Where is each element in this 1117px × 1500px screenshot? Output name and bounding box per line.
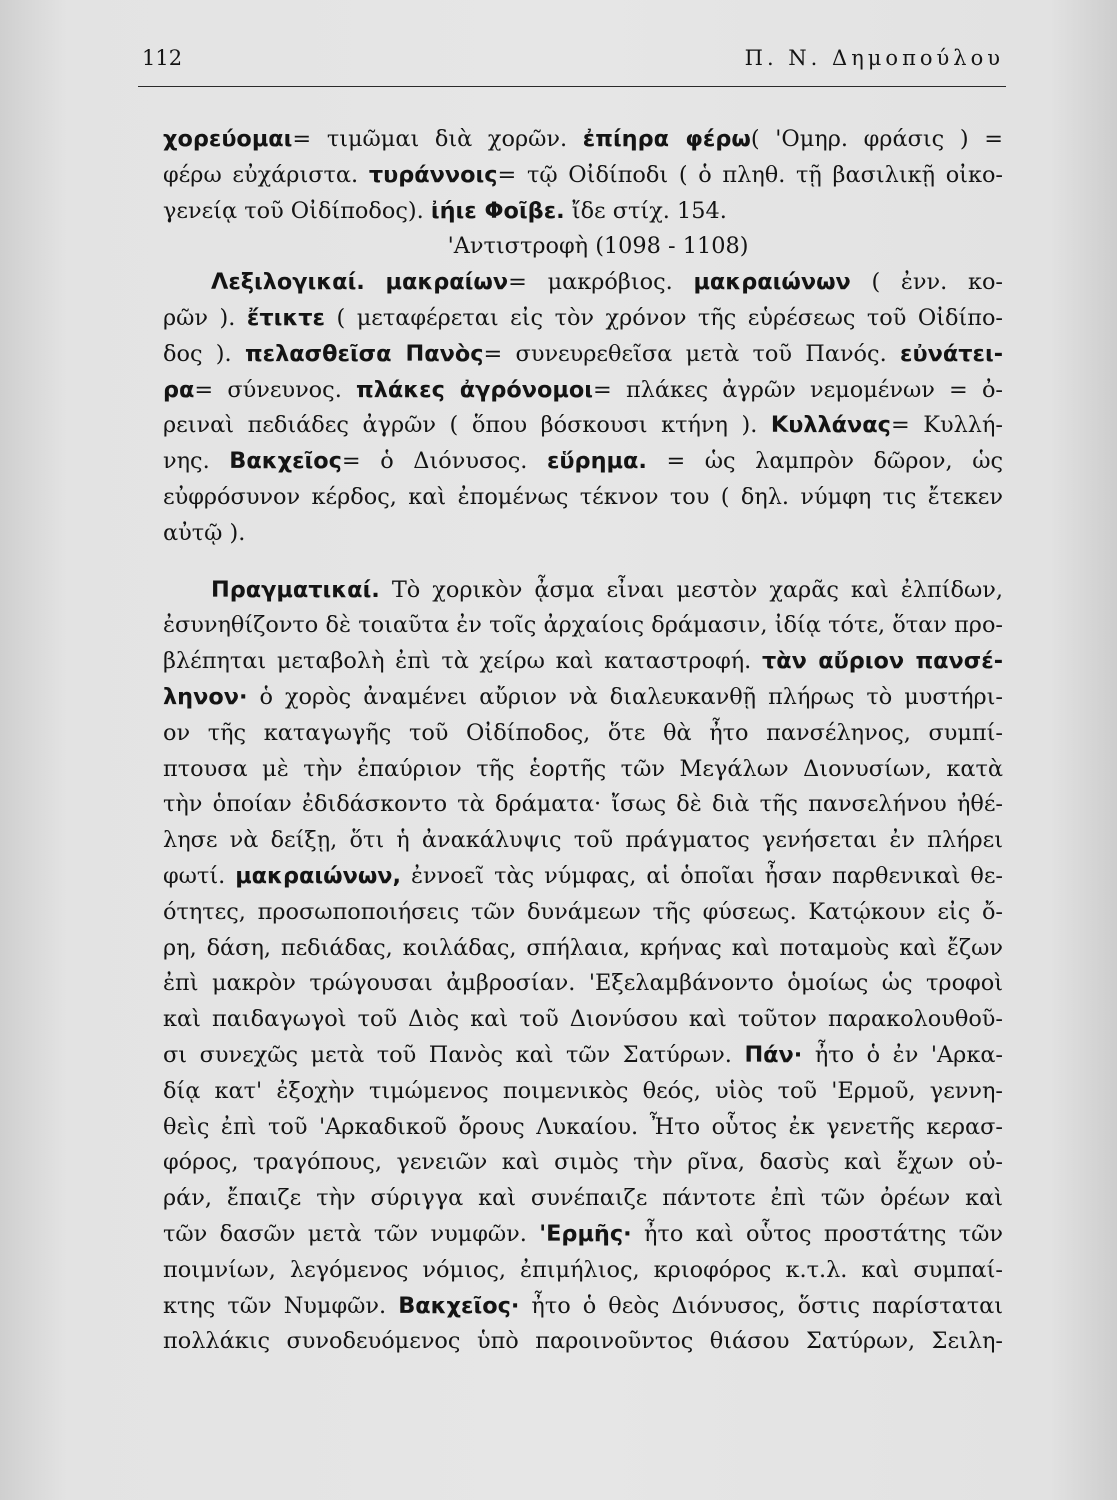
text-span: ἦτο καὶ οὗτος προστάτης τῶν <box>631 1220 1003 1247</box>
text-span: = τῷ Οἰδίποδι ( ὁ πληθ. τῇ βασιλικῇ οἰκο- <box>497 161 1003 188</box>
text-line <box>163 752 1003 788</box>
antistrophe-heading: 'Αντιστροφὴ (1098 - 1108) <box>447 233 749 260</box>
text-line <box>163 1324 1003 1360</box>
text-span: ράν, ἔπαιζε τὴν σύριγγα καὶ συνέπαιζε πάντοτε ἐπὶ τῶν ὀρέων καὶ <box>163 1185 1003 1212</box>
term: Πάν· <box>744 1041 803 1068</box>
text-span: φόρος, τραγόπους, γενειῶν καὶ σιμὸς τὴν ρῖνα, δασὺς καὶ ἔχων οὐ- <box>163 1149 1003 1176</box>
text-line <box>163 480 1003 516</box>
text-line <box>163 644 1003 680</box>
paragraph-gap <box>163 552 1003 573</box>
text-span: καὶ παιδαγωγοὶ τοῦ Διὸς καὶ τοῦ Διονύσου καὶ τοῦτον παρακολουθοῦ- <box>163 1006 1003 1033</box>
section-heading <box>163 229 1003 265</box>
text-span: ἦτο ὁ ἐν 'Αρκα- <box>802 1041 1004 1068</box>
running-head: Π. Ν. Δημοπούλου <box>744 46 1004 70</box>
term: εὐνάτει- <box>900 340 1003 367</box>
text-span: ότητες, προσωποποιήσεις τῶν δυνάμεων τῆς φύσεως. Κατῴκουν εἰς ὄ- <box>163 898 1003 925</box>
text-line <box>163 716 1003 752</box>
text-span: = σύνευνος. <box>194 376 356 403</box>
section-label: Λεξιλογικαί. <box>211 269 365 296</box>
text-line <box>163 1145 1003 1181</box>
text-span: ( 'Ομηρ. φράσις ) = <box>750 126 1003 152</box>
text-span: τὴν ὁποίαν ἐδιδάσκοντο τὰ δράματα· ἴσως δὲ διὰ τῆς πανσελήνου ἠθέ- <box>163 791 1003 818</box>
text-span: = πλάκες ἀγρῶν νεμομένων = ὀ- <box>593 376 1003 403</box>
text-line <box>163 1038 1003 1074</box>
term: ἔτικτε <box>246 304 325 331</box>
text-span: = ὁ Διόνυσος. <box>341 448 547 475</box>
text-span: = τιμῶμαι διὰ χορῶν. <box>292 126 583 152</box>
text-line <box>163 122 1003 158</box>
term: 'Ερμῆς· <box>539 1220 632 1247</box>
text-line <box>163 680 1003 716</box>
text-line <box>163 337 1003 373</box>
text-line <box>163 265 1003 301</box>
text-line <box>163 516 1003 552</box>
text-span: τῶν δασῶν μετὰ τῶν νυμφῶν. <box>163 1220 540 1247</box>
term: Κυλλάνας <box>770 412 891 439</box>
text-span: Τὸ χορικὸν ᾆσμα εἶναι μεστὸν χαρᾶς καὶ ἐλπίδων, <box>379 576 1003 603</box>
text-span: ρῶν ). <box>163 304 247 331</box>
text-line <box>163 373 1003 409</box>
term: χορεύομαι <box>163 126 293 152</box>
term: ἐπίηρα φέρω <box>582 126 751 152</box>
text-span: νης. <box>163 448 230 475</box>
text-line <box>163 1289 1003 1325</box>
text-span: πολλάκις συνοδευόμενος ὑπὸ παροινοῦντος θιάσου Σατύρων, Σειλη- <box>163 1328 1003 1355</box>
text-line <box>163 966 1003 1002</box>
text-span: ( μεταφέρεται εἰς τὸν χρόνον τῆς εὑρέσεως τοῦ Οἰδίπο- <box>325 304 1003 331</box>
text-span: αὐτῷ ). <box>163 519 246 546</box>
term: μακραίων <box>385 269 509 296</box>
text-span <box>365 269 386 295</box>
text-span: = μακρόβιος. <box>508 269 694 296</box>
text-span: ποιμνίων, λεγόμενος νόμιος, ἐπιμήλιος, κριοφόρος κ.τ.λ. καὶ συμπαί- <box>163 1256 1003 1283</box>
text-line <box>163 1002 1003 1038</box>
text-span: πτουσα μὲ τὴν ἐπαύριον τῆς ἑορτῆς τῶν Μεγάλων Διονυσίων, κατὰ <box>163 755 1003 782</box>
text-line <box>163 1074 1003 1110</box>
text-span: βλέπηται μεταβολὴ ἐπὶ τὰ χείρω καὶ καταστροφή. <box>163 648 762 675</box>
text-line <box>163 1217 1003 1253</box>
term: πλάκες ἀγρόνομοι <box>356 376 594 403</box>
term: ληνον· <box>163 683 248 710</box>
term: πελασθεῖσα Πανὸς <box>244 340 484 367</box>
text-line <box>163 573 1003 609</box>
term: ἰήιε Φοῖβε. <box>430 197 565 224</box>
text-line <box>163 301 1003 337</box>
text-span: ρη, δάση, πεδιάδας, κοιλάδας, σπήλαια, κρήνας καὶ ποταμοὺς καὶ ἔζων <box>163 934 1003 961</box>
term: μακραιώνων, <box>235 862 402 889</box>
text-span: ( ἐνν. κο- <box>850 269 1003 296</box>
text-line <box>163 408 1003 444</box>
text-line <box>163 859 1003 895</box>
text-line <box>163 1110 1003 1146</box>
text-span: ὁ χορὸς ἀναμένει αὔριον νὰ διαλευκανθῇ πλήρως τὸ μυστήρι- <box>247 683 1003 710</box>
text-span: = ὡς λαμπρὸν δῶρον, ὡς <box>646 448 1004 475</box>
text-span: εὐφρόσυνον κέρδος, καὶ ἐπομένως τέκνον του ( δηλ. νύμφη τις ἔτεκεν <box>163 483 1003 510</box>
page-header <box>138 40 1006 87</box>
term: τυράννοις <box>368 161 498 188</box>
term: Βακχεῖος <box>229 448 342 475</box>
text-line <box>163 931 1003 967</box>
text-span: δίᾳ κατ' ἐξοχὴν τιμώμενος ποιμενικὸς θεός, υἱὸς τοῦ 'Ερμοῦ, γεννη- <box>163 1077 1003 1104</box>
page-body <box>163 122 1003 1360</box>
term: Βακχεῖος· <box>398 1292 520 1319</box>
term: μακραιώνων <box>693 269 851 296</box>
text-span: ρειναὶ πεδιάδες ἀγρῶν ( ὅπου βόσκουσι κτήνη ). <box>163 412 771 439</box>
text-span: ἦτο ὁ θεὸς Διόνυσος, ὅστις παρίσταται <box>519 1292 1003 1319</box>
text-span: ἐπὶ μακρὸν τρώγουσαι ἀμβροσίαν. 'Εξελαμβάνοντο ὁμοίως ὡς τροφοὶ <box>163 970 1003 997</box>
text-span: φωτί. <box>163 862 236 889</box>
term: εὕρημα. <box>546 448 647 475</box>
text-span: ἴδε στίχ. 154. <box>564 197 727 224</box>
term: τὰν αὔριον πανσέ- <box>761 648 1003 675</box>
text-line <box>163 787 1003 823</box>
text-span: λησε νὰ δείξῃ, ὅτι ἡ ἀνακάλυψις τοῦ πράγματος γενήσεται ἐν πλήρει <box>163 827 1003 854</box>
text-line <box>163 823 1003 859</box>
text-line <box>163 158 1003 194</box>
term: ρα <box>163 376 195 403</box>
text-line <box>163 895 1003 931</box>
text-span: φέρω εὐχάριστα. <box>163 161 369 188</box>
text-span: ἐννοεῖ τὰς νύμφας, αἱ ὁποῖαι ἦσαν παρθενικαὶ θε- <box>401 862 1003 889</box>
text-span: = συνευρεθεῖσα μετὰ τοῦ Πανός. <box>483 340 900 367</box>
text-line <box>163 608 1003 644</box>
text-span: θεὶς ἐπὶ τοῦ 'Αρκαδικοῦ ὄρους Λυκαίου. Ἦτο οὗτος ἐκ γενετῆς κερασ- <box>163 1113 1003 1140</box>
text-span: ον τῆς καταγωγῆς τοῦ Οἰδίποδος, ὅτε θὰ ἦτο πανσέληνος, συμπί- <box>163 719 1003 746</box>
section-label: Πραγματικαί. <box>211 576 380 603</box>
text-line <box>163 1253 1003 1289</box>
text-span: ἐσυνηθίζοντο δὲ τοιαῦτα ἐν τοῖς ἀρχαίοις δράμασιν, ἰδίᾳ τότε, ὅταν προ- <box>163 612 1003 639</box>
text-line <box>163 1181 1003 1217</box>
text-line <box>163 444 1003 480</box>
text-line <box>163 194 1003 230</box>
text-span: δος ). <box>163 340 245 367</box>
text-span: γενείᾳ τοῦ Οἰδίποδος). <box>163 197 431 224</box>
text-span: σι συνεχῶς μετὰ τοῦ Πανὸς καὶ τῶν Σατύρων. <box>163 1041 745 1068</box>
text-span: κτης τῶν Νυμφῶν. <box>163 1292 399 1319</box>
text-span: = Κυλλή- <box>890 412 1003 439</box>
page-number: 112 <box>142 46 183 70</box>
